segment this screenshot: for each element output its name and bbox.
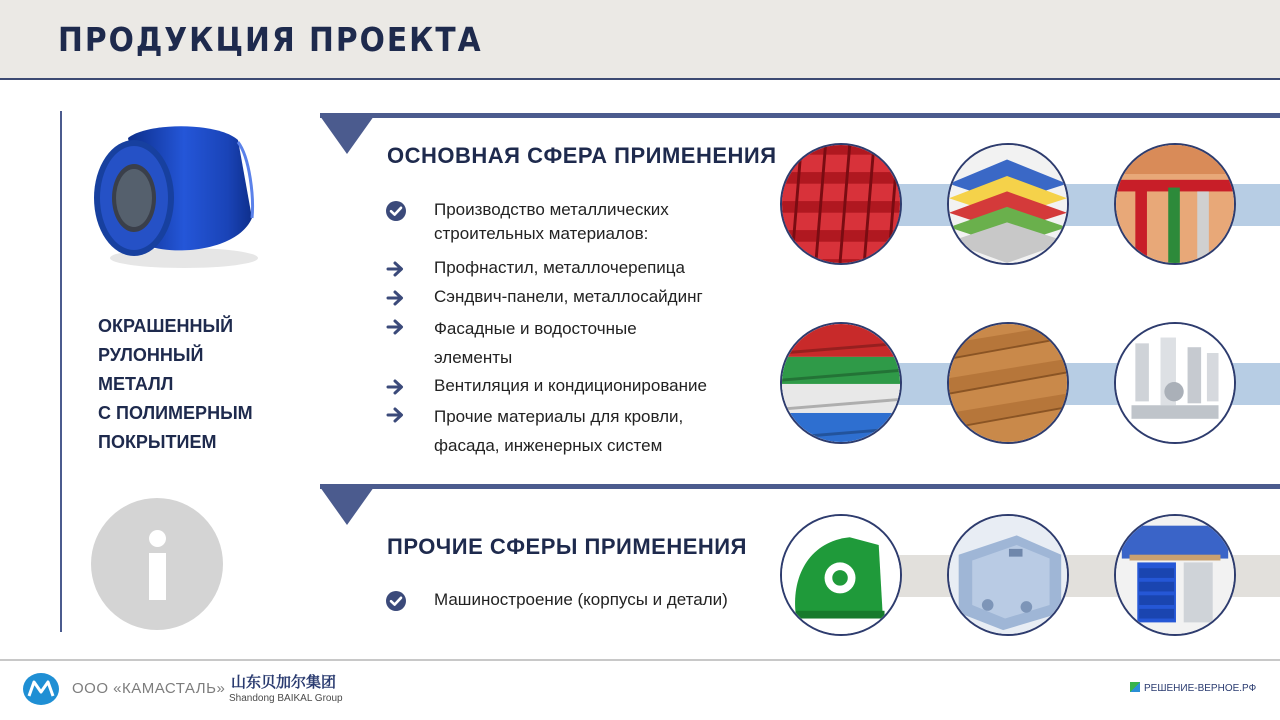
other-section-marker	[320, 487, 374, 525]
list-item	[386, 588, 736, 612]
list-item-text: строительных материалов:	[434, 224, 649, 243]
profiled-sheets-image	[780, 322, 902, 444]
other-section-title: ПРОЧИЕ СФЕРЫ ПРИМЕНЕНИЯ	[387, 534, 747, 559]
brand-text: РЕШЕНИЕ-ВЕРНОЕ.РФ	[1144, 683, 1257, 694]
workbench-image	[1114, 514, 1236, 636]
info-icon-bar	[149, 553, 166, 600]
metal-enclosure-image	[947, 514, 1069, 636]
info-icon-dot	[149, 530, 166, 547]
product-name-line: С ПОЛИМЕРНЫМ	[98, 403, 253, 423]
brand-link[interactable]	[1130, 682, 1256, 694]
metal-coil-image	[88, 118, 260, 270]
other-section-bar	[320, 484, 1280, 489]
check-circle-icon	[386, 201, 406, 221]
page-title: ПРОДУКЦИЯ ПРОЕКТА	[58, 20, 483, 59]
list-item	[386, 402, 736, 460]
list-item	[386, 256, 736, 280]
list-item-text: Машиностроение (корпусы и детали)	[434, 590, 728, 609]
arrow-right-icon	[386, 317, 406, 337]
machine-housing-image	[780, 514, 902, 636]
list-item-text: Производство металлических	[434, 200, 669, 219]
company-name: ООО «КАМАСТАЛЬ»	[72, 680, 226, 697]
check-circle-icon	[386, 591, 406, 611]
list-item-text: Сэндвич-панели, металлосайдинг	[434, 287, 703, 306]
gutter-system-image	[1114, 143, 1236, 265]
left-divider	[60, 111, 62, 632]
metal-tile-roof-image	[780, 143, 902, 265]
list-item-text: элементы	[434, 348, 513, 367]
arrow-right-icon	[386, 288, 406, 308]
arrow-right-icon	[386, 259, 406, 279]
list-item-text: Вентиляция и кондиционирование	[434, 376, 707, 395]
arrow-right-icon	[386, 377, 406, 397]
brand-icon	[1130, 682, 1140, 692]
list-item-text: Фасадные и водосточные	[434, 319, 637, 338]
list-item	[386, 198, 736, 246]
list-item	[386, 314, 736, 372]
group-name-en: Shandong BAIKAL Group	[229, 693, 343, 704]
sandwich-panels-image	[947, 143, 1069, 265]
footer-divider	[0, 659, 1280, 661]
list-item-text: фасада, инженерных систем	[434, 436, 663, 455]
product-name-line: ПОКРЫТИЕМ	[98, 432, 217, 452]
company-logo-icon	[22, 672, 60, 706]
main-section-title: ОСНОВНАЯ СФЕРА ПРИМЕНЕНИЯ	[387, 143, 777, 168]
list-item	[386, 285, 736, 309]
arrow-right-icon	[386, 405, 406, 425]
list-item	[386, 374, 736, 398]
list-item-text: Прочие материалы для кровли,	[434, 407, 684, 426]
list-item-text: Профнастил, металлочерепица	[434, 258, 685, 277]
product-name-line: МЕТАЛЛ	[98, 374, 174, 394]
product-name-line: РУЛОННЫЙ	[98, 345, 204, 365]
group-name-cn: 山东贝加尔集团	[231, 674, 337, 691]
main-section-marker	[320, 116, 374, 154]
ventilation-ducts-image	[1114, 322, 1236, 444]
product-name	[98, 312, 278, 457]
wood-siding-image	[947, 322, 1069, 444]
main-section-bar	[320, 113, 1280, 118]
product-name-line: ОКРАШЕННЫЙ	[98, 316, 234, 336]
